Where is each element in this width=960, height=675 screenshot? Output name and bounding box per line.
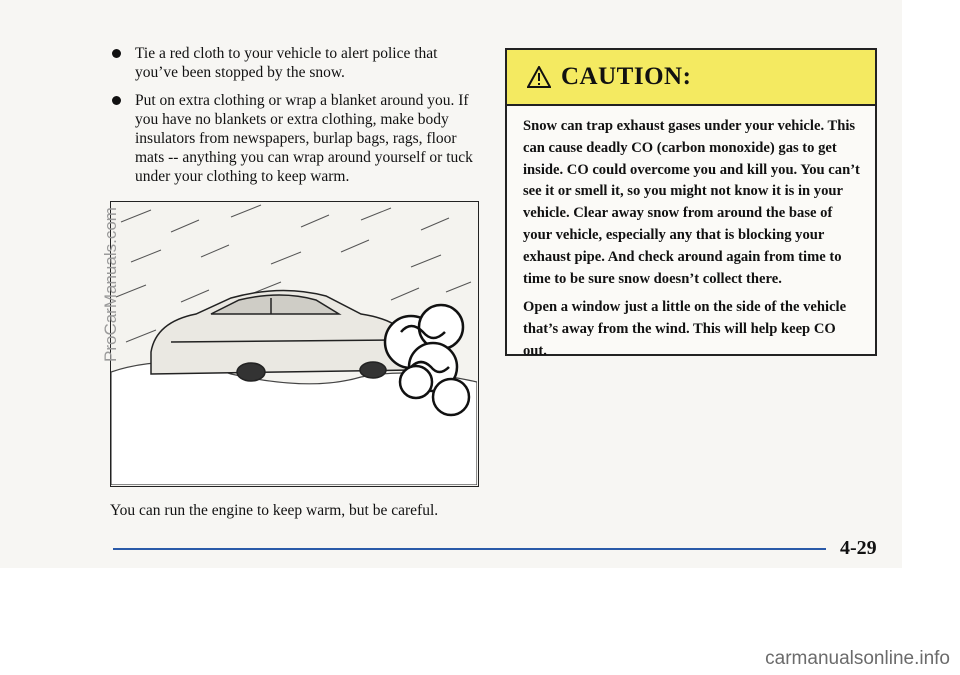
body-text: You can run the engine to keep warm, but be careful. bbox=[110, 502, 439, 519]
caution-paragraph: Open a window just a little on the side of the vehicle that’s away from the wind. This will help keep CO out. bbox=[523, 299, 847, 359]
bottom-watermark: carmanualsonline.info bbox=[765, 648, 950, 669]
side-watermark: ProCarManuals.com bbox=[101, 207, 120, 362]
page-number: 4-29 bbox=[840, 537, 877, 559]
car-in-snowstorm-illustration bbox=[110, 201, 479, 487]
caution-body bbox=[507, 106, 875, 363]
list-item bbox=[110, 91, 480, 186]
car-icon bbox=[151, 290, 411, 381]
bullet-text: Tie a red cloth to your vehicle to alert police that you’ve been stopped by the snow. bbox=[135, 45, 438, 81]
caution-header bbox=[507, 50, 875, 106]
caution-paragraph: Snow can trap exhaust gases under your vehicle. This can cause deadly CO (carbon monoxide) gas to get inside. CO could overcome you and kill you. You can’t see it or smell it, so you might not know it is in your vehicle. Clear away snow from around the base of your vehicle, especially any that is blocking your exhaust pipe. And check around again from time to time to be sure snow doesn’t collect there. bbox=[523, 118, 860, 287]
bullet-icon bbox=[112, 49, 121, 58]
bullet-icon bbox=[112, 96, 121, 105]
bullet-text: Put on extra clothing or wrap a blanket around you. If you have no blankets or extra clothing, make body insulators from newspapers, burlap bags, rags, floor mats -- anything you can wrap around yourself or tuck under your clothing to keep warm. bbox=[135, 92, 473, 185]
warning-triangle-icon bbox=[527, 66, 551, 88]
caution-title: CAUTION: bbox=[561, 63, 692, 90]
footer-rule bbox=[113, 548, 826, 550]
bullet-list bbox=[110, 44, 480, 195]
caution-box bbox=[505, 48, 877, 359]
list-item bbox=[110, 44, 480, 82]
